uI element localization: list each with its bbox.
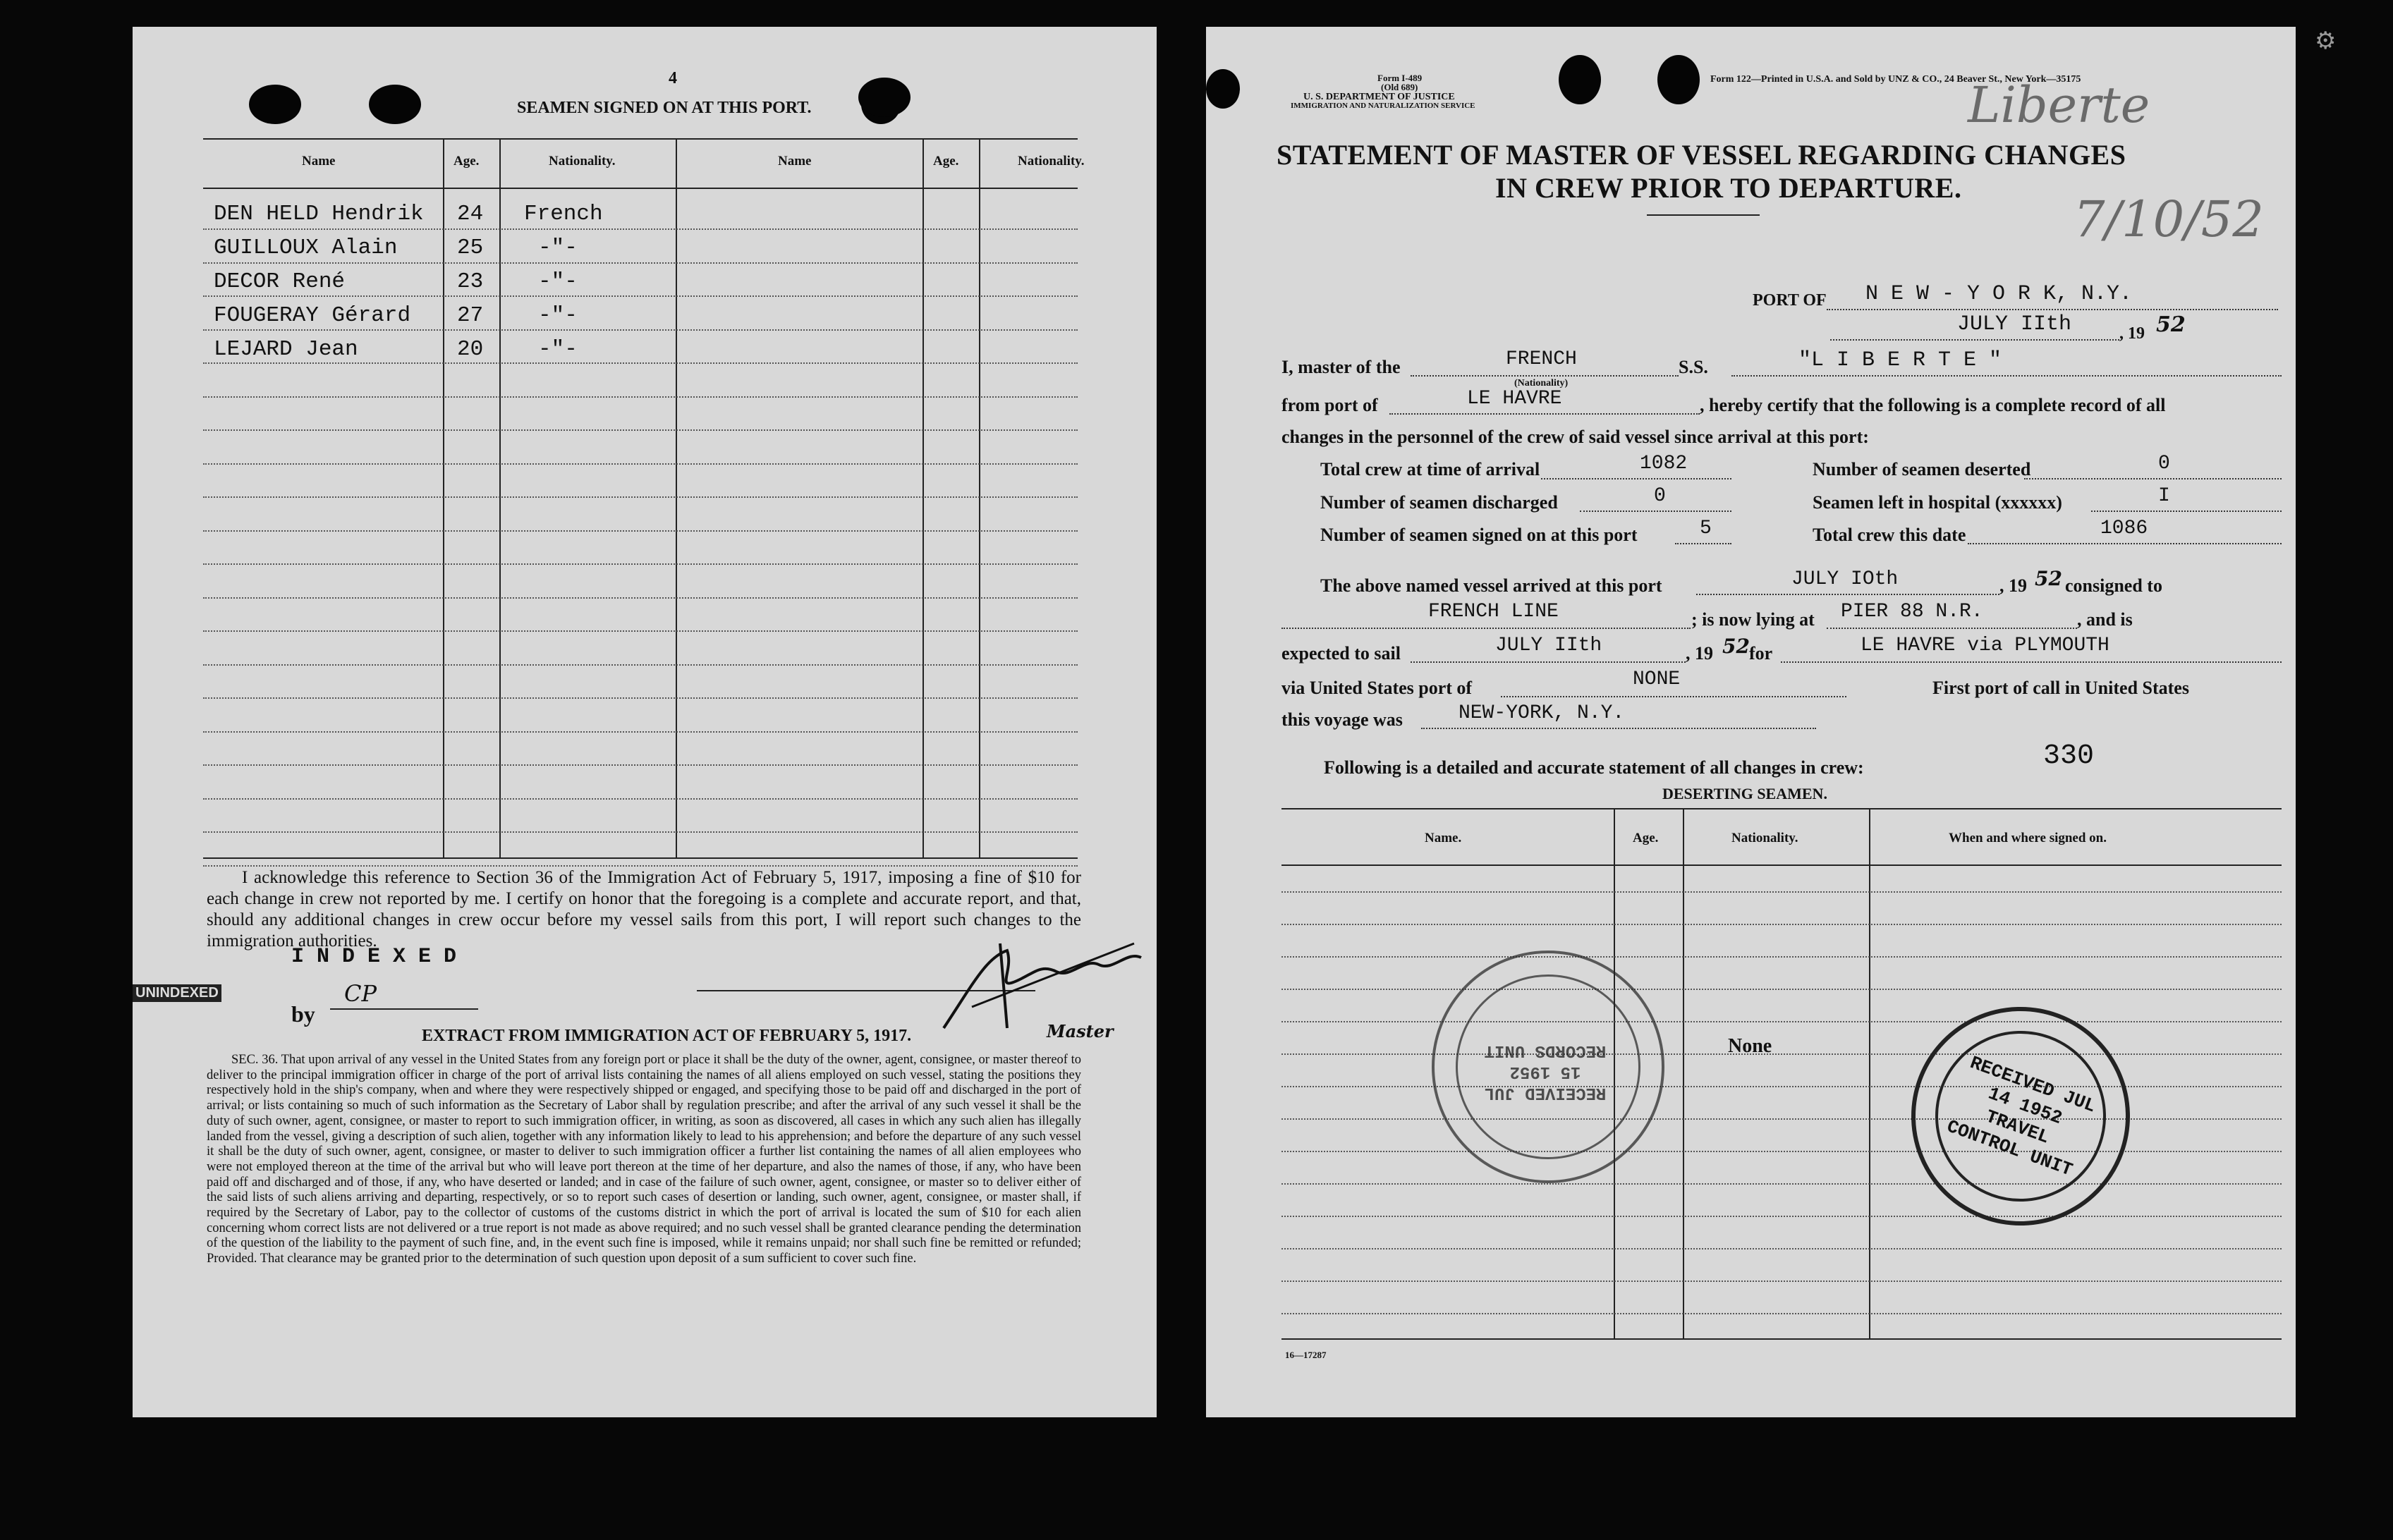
table-row-guide (203, 731, 1078, 733)
handwritten-date: 7/10/52 (2074, 190, 2264, 248)
extract-title: EXTRACT FROM IMMIGRATION ACT OF FEBRUARY 5, 1917. (422, 1027, 912, 1045)
table-cell-nationality: -"- (538, 337, 578, 362)
signed-on-label: Number of seamen signed on at this port (1320, 525, 1638, 545)
col-header-name: Name (302, 154, 336, 169)
port-label: PORT OF (1753, 291, 1827, 310)
table-row-guide (1281, 1183, 2282, 1185)
col-header-nationality-2: Nationality. (1018, 154, 1085, 169)
table-cell-nationality: -"- (538, 236, 578, 260)
col-header-nationality: Nationality. (549, 154, 616, 169)
arrived-year-prefix: , 19 (1999, 575, 2027, 596)
col-header-name-2: Name (778, 154, 812, 169)
section-36-text: SEC. 36. That upon arrival of any vessel in the United States from any foreign port or place it shall be the duty of the owner, agent, consignee, or master thereof to deliver to the principal immigration officer in charge of the port of arrival lists containing the names of all aliens employed on such vessel, stating the positions they respectively hold in the ship's company, when and where they were respectively shipped or engaged, and specifying those to be paid off and discharged in the port of arrival; or lists containing so much of such information as the Secretary of Labor shall by regulation prescribe; and after the arrival of any such vessel it shall be the duty of such owner, agent, consignee, or master to report to such immigration officer, in writing, as soon as discovered, all cases in which any such alien has illegally landed from the vessel, giving a description of such alien, together with any information likely to lead to his apprehension; and before the departure of any such vessel it shall be the duty of such owner, agent, consignee, or master to deliver to such immigration officer a further list containing the names of all alien employees who were not employed thereon at the time of the arrival but who will leave port thereon at the time of her departure, and also the names of those, if any, who have been paid off and discharged and of those, if any, who have deserted or landed; and in case of the failure of such owner, agent, consignee, or master so to deliver either of the said lists of such aliens arriving and departing, respectively, or so to report such cases of desertion or landing, such owner, agent, consignee, or master shall, if required by the Secretary of Labor, pay to the collector of customs of the customs district in which the port of arrival is located the sum of $10 for each alien concerning whom correct lists are not delivered or a true report is not made as above required; and no such vessel shall be granted clearance pending the determination of the question of the liability to the payment of such fine, and, in the event such fine is imposed, while it remains unpaid; nor shall such fine be remitted or refunded; Provided. That clearance may be granted prior to the determination of such question upon deposit of a sum sufficient to cover such fine. (207, 1053, 1081, 1266)
table-row-guide (203, 764, 1078, 766)
table-row-guide (203, 295, 1078, 297)
table-row-guide (203, 530, 1078, 532)
form-title-line1: STATEMENT OF MASTER OF VESSEL REGARDING CHANGES (1277, 139, 2126, 171)
and-is-label: , and is (2077, 609, 2133, 630)
deserted-value: 0 (2158, 453, 2170, 475)
unindexed-stamp: UNINDEXED (133, 984, 221, 1002)
deserting-col-nationality: Nationality. (1731, 831, 1798, 845)
table-row-guide (203, 831, 1078, 833)
punch-hole (249, 85, 301, 124)
table-cell-nationality: -"- (538, 303, 578, 328)
table-row-guide (203, 697, 1078, 699)
gear-icon: ⚙ (2315, 27, 2337, 55)
table-row-guide (203, 463, 1078, 465)
table-row-guide (203, 865, 1078, 867)
old-form-number: (Old 689) (1381, 82, 1418, 92)
deserting-col-name: Name. (1425, 831, 1462, 845)
certify-text: , hereby certify that the following is a complete record of all (1700, 395, 2166, 415)
arrived-value: JULY IOth (1791, 568, 1899, 590)
destination-value: LE HAVRE via PLYMOUTH (1861, 635, 2109, 656)
table-cell-age: 24 (457, 202, 484, 226)
indexed-stamp: I N D E X E D (291, 945, 457, 969)
table-cell-age: 27 (457, 303, 484, 328)
reference-number: 330 (2043, 740, 2095, 772)
table-row-guide (1281, 956, 2282, 958)
ss-label: S.S. (1679, 357, 1708, 377)
footer-code: 16—17287 (1285, 1350, 1327, 1360)
table-cell-age: 23 (457, 269, 484, 294)
handwritten-ship-name: Liberte (1968, 76, 2150, 134)
table-row: DEN HELD Hendrik (214, 202, 424, 226)
table-row-guide (1281, 924, 2282, 925)
port-value: N E W - Y O R K, N.Y. (1865, 282, 2133, 306)
master-signature (930, 929, 1157, 1042)
table-row-guide (203, 329, 1078, 331)
table-cell-nationality: French (524, 202, 603, 226)
printer-line: Form 122—Printed in U.S.A. and Sold by UNZ & CO., 24 Beaver St., New York—35175 (1710, 74, 2081, 85)
total-arrival-value: 1082 (1640, 453, 1688, 475)
table-cell-age: 25 (457, 236, 484, 260)
col-header-age: Age. (453, 154, 480, 169)
form-title-line2: IN CREW PRIOR TO DEPARTURE. (1495, 172, 1962, 204)
from-port-value: LE HAVRE (1467, 388, 1562, 410)
voyage-label: this voyage was (1281, 709, 1403, 730)
table-row: GUILLOUX Alain (214, 236, 398, 260)
table-row: FOUGERAY Gérard (214, 303, 411, 328)
received-stamp-travel-control: RECEIVED JUL 14 1952 TRAVEL CONTROL UNIT (1880, 976, 2160, 1256)
total-date-label: Total crew this date (1813, 525, 1966, 545)
ship-name-value: "L I B E R T E " (1798, 348, 2002, 372)
punch-hole (1559, 55, 1601, 104)
hospital-value: I (2158, 485, 2170, 507)
table-row-guide (203, 228, 1078, 230)
via-label: via United States port of (1281, 678, 1473, 698)
for-label: for (1749, 643, 1773, 664)
sail-year-prefix: , 19 (1686, 643, 1713, 664)
master-of-label: I, master of the (1281, 357, 1401, 377)
date-value: JULY IIth (1957, 312, 2072, 336)
via-value: NONE (1633, 668, 1681, 690)
table-row-guide (1281, 1248, 2282, 1249)
arrived-label: The above named vessel arrived at this port (1320, 575, 1662, 596)
table-row-guide (1281, 1313, 2282, 1314)
following-text: Following is a detailed and accurate statement of all changes in crew: (1324, 757, 1864, 778)
deserting-title: DESERTING SEAMEN. (1662, 785, 1827, 802)
service: IMMIGRATION AND NATURALIZATION SERVICE (1291, 102, 1475, 110)
by-initials: CP (344, 980, 377, 1007)
table-row-guide (203, 262, 1078, 264)
form-number: Form I-489 (1377, 73, 1423, 83)
received-stamp-records-unit: RECEIVED JUL 15 1952 RECORDS UNIT (1432, 951, 1664, 1183)
total-arrival-label: Total crew at time of arrival (1320, 459, 1540, 479)
consigned-label: consigned to (2065, 575, 2162, 596)
right-page (1206, 27, 2296, 1417)
sail-date-value: JULY IIth (1495, 635, 1602, 656)
table-row-guide (1281, 1281, 2282, 1282)
table-row-guide (203, 429, 1078, 431)
hospital-label: Seamen left in hospital (xxxxxx) (1813, 492, 2062, 513)
lying-label: ; is now lying at (1691, 609, 1815, 630)
deserting-col-signed-on: When and where signed on. (1949, 831, 2107, 845)
table-row: DECOR René (214, 269, 346, 294)
table-row-guide (1281, 1118, 2282, 1120)
discharged-value: 0 (1654, 485, 1666, 507)
table-row-guide (1281, 1086, 2282, 1087)
sail-year: 52 (1722, 635, 1750, 658)
from-port-label: from port of (1281, 395, 1378, 415)
arrived-year: 52 (2035, 567, 2062, 590)
deserting-col-age: Age. (1633, 831, 1659, 845)
none-entry: None (1728, 1035, 1772, 1057)
nationality-caption: (Nationality) (1514, 378, 1569, 389)
table-row-guide (1281, 1021, 2282, 1022)
table-row-guide (203, 597, 1078, 599)
table-row-guide (1281, 1053, 2282, 1055)
table-row-guide (203, 396, 1078, 398)
table-row-guide (203, 563, 1078, 565)
year-value: 52 (2156, 312, 2186, 337)
punch-hole (1657, 55, 1700, 104)
table-row-guide (203, 362, 1078, 364)
table-row-guide (203, 630, 1078, 632)
punch-hole (1206, 69, 1240, 109)
table-row: LEJARD Jean (214, 337, 358, 362)
discharged-label: Number of seamen discharged (1320, 492, 1558, 513)
table-row-guide (203, 798, 1078, 800)
left-page (133, 27, 1157, 1417)
punch-hole (369, 85, 421, 124)
year-prefix: , 19 (2119, 324, 2145, 343)
left-title: SEAMEN SIGNED ON AT THIS PORT. (517, 99, 812, 117)
table-cell-age: 20 (457, 337, 484, 362)
pier-value: PIER 88 N.R. (1841, 601, 1983, 623)
signed-on-value: 5 (1700, 518, 1712, 539)
punch-hole (858, 78, 911, 117)
table-row-guide (1281, 989, 2282, 990)
page-number: 4 (669, 69, 677, 87)
total-date-value: 1086 (2100, 518, 2148, 539)
table-row-guide (1281, 1151, 2282, 1152)
table-cell-nationality: -"- (538, 269, 578, 294)
consignee-value: FRENCH LINE (1428, 601, 1559, 623)
master-label: Master (1047, 1021, 1114, 1041)
nationality-value: FRENCH (1506, 348, 1577, 370)
table-row-guide (1281, 891, 2282, 893)
first-port-label: First port of call in United States (1932, 678, 2189, 698)
deserted-label: Number of seamen deserted (1813, 459, 2031, 479)
department: U. S. DEPARTMENT OF JUSTICE (1303, 92, 1455, 102)
table-row-guide (203, 496, 1078, 498)
acknowledgement-text: I acknowledge this reference to Section 36 of the Immigration Act of February 5, 1917, imposing a fine of $10 for each change in crew not reported by me. I certify on honor that the foregoing is a complete and accurate report, and that, should any additional changes in crew occur before my vessel sails from this port, I will report such changes to the immigration authorities. (207, 868, 1081, 951)
expected-label: expected to sail (1281, 643, 1401, 664)
by-label: by (291, 1001, 315, 1027)
table-row-guide (1281, 1216, 2282, 1217)
col-header-age-2: Age. (933, 154, 959, 169)
changes-text: changes in the personnel of the crew of said vessel since arrival at this port: (1281, 427, 1869, 447)
table-row-guide (203, 664, 1078, 666)
voyage-value: NEW-YORK, N.Y. (1459, 702, 1625, 724)
